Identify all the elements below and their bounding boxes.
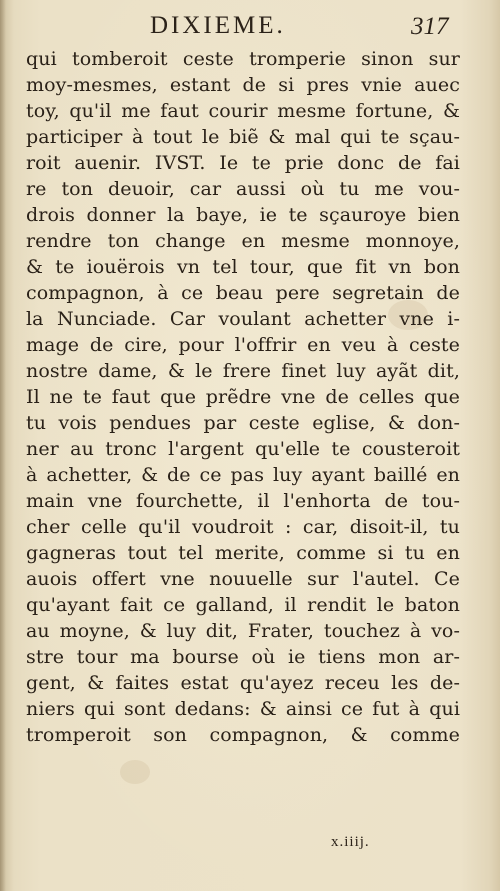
text-line: ner au tronc l'argent qu'elle te cousteroit <box>26 438 460 460</box>
text-line: la Nunciade. Car voulant achetter vne i- <box>26 308 460 330</box>
text-line: drois donner la baye, ie te sçauroye bien <box>26 204 460 226</box>
text-line: gent, & faites estat qu'ayez receu les de- <box>26 672 460 694</box>
text-line: & te iouërois vn tel tour, que fit vn bon <box>26 256 460 278</box>
text-line: nostre dame, & le frere finet luy ayãt dit, <box>26 360 460 382</box>
text-line: cher celle qu'il voudroit : car, disoit-il, tu <box>26 516 460 538</box>
paper-stain <box>120 760 150 784</box>
text-line: participer à tout le biẽ & mal qui te sçau- <box>26 126 460 148</box>
text-line: roit auenir. IVST. Ie te prie donc de fai <box>26 152 460 174</box>
text-line: stre tour ma bourse où ie tiens mon ar- <box>26 646 460 668</box>
text-line: re ton deuoir, car aussi où tu me vou- <box>26 178 460 200</box>
page-number: 317 <box>411 13 449 40</box>
text-line: toy, qu'il me faut courir mesme fortune, & <box>26 100 460 122</box>
text-line: gagneras tout tel merite, comme si tu en <box>26 542 460 564</box>
text-line: compagnon, à ce beau pere segretain de <box>26 282 460 304</box>
text-line: tu vois pendues par ceste eglise, & don- <box>26 412 460 434</box>
text-line: au moyne, & luy dit, Frater, touchez à vo- <box>26 620 460 642</box>
signature-mark: x.iiij. <box>331 834 370 850</box>
text-line: qui tomberoit ceste tromperie sinon sur <box>26 48 460 70</box>
text-line: mage de cire, pour l'offrir en veu à ceste <box>26 334 460 356</box>
text-line: moy-mesmes, estant de si pres vnie auec <box>26 74 460 96</box>
text-line: tromperoit son compagnon, & comme <box>26 724 460 746</box>
text-line: niers qui sont dedans: & ainsi ce fut à qui <box>26 698 460 720</box>
text-line: Il ne te faut que prẽdre vne de celles que <box>26 386 460 408</box>
text-line: à achetter, & de ce pas luy ayant baillé en <box>26 464 460 486</box>
running-head <box>0 10 500 44</box>
text-line: rendre ton change en mesme monnoye, <box>26 230 460 252</box>
body-text <box>26 46 460 748</box>
running-title: DIXIEME. <box>150 12 286 39</box>
text-line: qu'ayant fait ce galland, il rendit le baton <box>26 594 460 616</box>
page-gutter-shadow <box>0 0 6 891</box>
text-line: auois offert vne nouuelle sur l'autel. Ce <box>26 568 460 590</box>
text-line: main vne fourchette, il l'enhorta de tou- <box>26 490 460 512</box>
